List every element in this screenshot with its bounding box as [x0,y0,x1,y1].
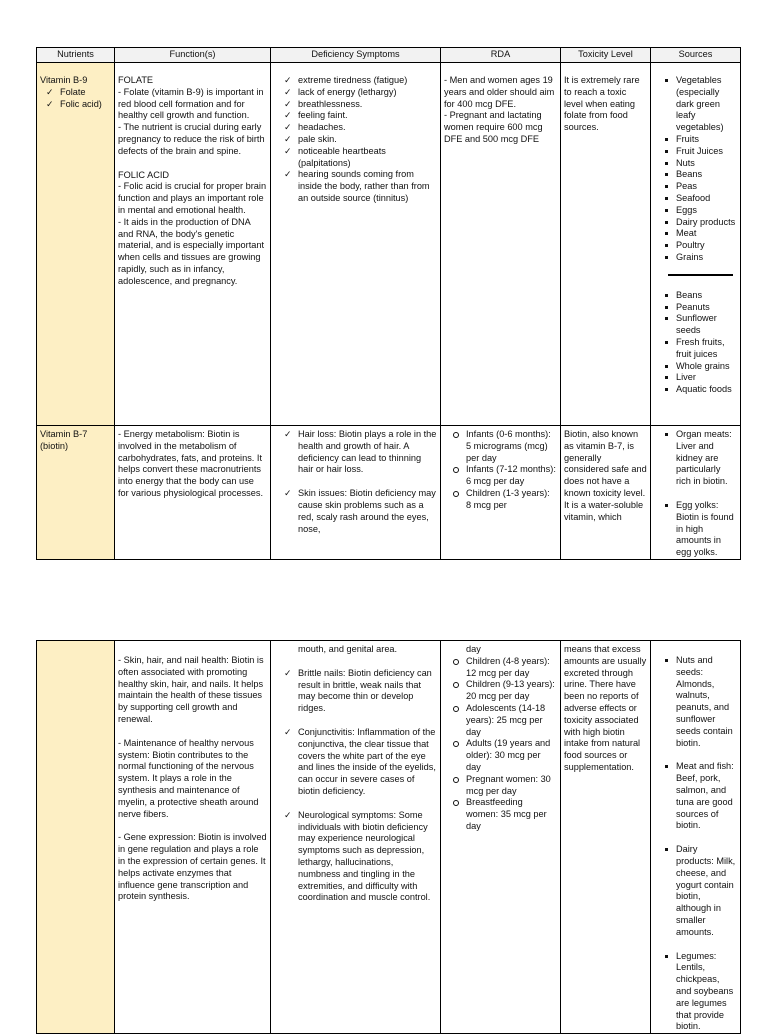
rda-cell-b7 [441,426,561,560]
toxicity-cell-b9 [561,63,651,426]
list-item: ✓ extreme tiredness (fatigue) [284,75,437,87]
paragraph: - Pregnant and lactating women require 600 mcg DFE and 500 mcg DFE [444,110,543,144]
list-item: Children (4-8 years): 12 mcg per day [452,656,557,680]
list-item: Peanuts [662,302,737,314]
header-functions: Function(s) [115,48,271,63]
list-item: Liver [662,372,737,384]
sources-cell-b7-continued [651,641,741,1034]
paragraph: - Maintenance of healthy nervous system: Biotin contributes to the normal functioning of the nervous system. It plays a role in the synthesis and maintenance of myelin, a protective sheath around nerve fibers. [118,737,259,819]
list-item: Children (1-3 years): 8 mcg per [452,488,557,512]
list-item: Pregnant women: 30 mcg per day [452,774,557,798]
function-cell-b9 [115,63,271,426]
table-row-vitamin-b7-continued [37,641,741,1034]
header-sources: Sources [651,48,741,63]
nutrient-cell-b7 [37,426,115,560]
list-item: ✓ headaches. [284,122,437,134]
list-item: Whole grains [662,361,737,373]
list-item: Meat and fish: Beef, pork, salmon, and tuna are good sources of biotin. [662,761,737,832]
list-item: ✓ hearing sounds coming from inside the body, rather than from an outside source (tinnitus) [284,169,437,204]
list-item: Nuts [662,158,737,170]
list-item: Sunflower seeds [662,313,737,337]
sources-cell-b9 [651,63,741,426]
paragraph: Biotin, also known as vitamin B-7, is generally considered safe and does not have a known toxicity level. It is a water-soluble vitamin, which [564,429,647,522]
nutrient-cell-b7-continued [37,641,115,1034]
paragraph: - Folic acid is crucial for proper brain function and plays an important role in mental and emotional health. [118,181,267,215]
toxicity-cell-b7-continued [561,641,651,1034]
rda-cell-b7-continued [441,641,561,1034]
list-item: Fruit Juices [662,146,737,158]
list-item: Dairy products: Milk, cheese, and yogurt contain biotin, although in smaller amounts. [662,844,737,938]
list-item: ✓ Folate [46,87,111,99]
divider [668,274,733,276]
list-item: ✓ feeling faint. [284,110,437,122]
sources-cell-b7 [651,426,741,560]
list-item: ✓ Folic acid) [46,99,111,111]
list-item: ✓ noticeable heartbeats (palpitations) [284,146,437,170]
nutrient-table-page1 [36,47,741,560]
list-item: Aquatic foods [662,384,737,396]
list-item: Beans [662,290,737,302]
list-item: Children (9-13 years): 20 mcg per day [452,679,557,703]
list-item: ✓ Brittle nails: Biotin deficiency can result in brittle, weak nails that may become thin or develop ridges. [284,668,437,715]
list-item: ✓ Neurological symptoms: Some individuals with biotin deficiency may experience neurological symptoms such as depression, lethargy, hallucinations, numbness and tingling in the extremities, and difficulty with coordination and muscle control. [284,810,437,904]
paragraph: - It aids in the production of DNA and RNA, the body's genetic material, and is especially important when cells and tissues are growing rapidly, such as in infancy, adolescence, and pregnancy. [118,216,265,286]
list-item: ✓ Conjunctivitis: Inflammation of the conjunctiva, the clear tissue that covers the white part of the eye and lines the inside of the eyelids, can occur in severe cases of biotin deficiency. [284,727,437,798]
paragraph: FOLATE [118,75,154,85]
paragraph: FOLIC ACID [118,169,170,180]
list-item: Fresh fruits, fruit juices [662,337,737,361]
list-item: Breastfeeding women: 35 mcg per day [452,797,557,832]
list-item: Peas [662,181,737,193]
paragraph: It is extremely rare to reach a toxic level when eating folate from food sources. [564,75,640,133]
paragraph: - Men and women ages 19 years and older should aim for 400 mcg DFE. [444,75,555,109]
paragraph: - Energy metabolism: Biotin is involved in the metabolism of carbohydrates, fats, and proteins. It helps convert these macronutrients into energy that the body can use for various physiological processes. [118,429,264,498]
list-item: Adults (19 years and older): 30 mcg per day [452,738,557,773]
paragraph: - Skin, hair, and nail health: Biotin is often associated with promoting healthy skin, hair, and nails. It helps maintain the health of these tissues by supporting cell growth and renewal. [118,655,264,724]
symptoms-cell-b7-continued [271,641,441,1034]
list-item: Infants (0-6 months): 5 micrograms (mcg) per day [452,429,557,464]
list-item: Infants (7-12 months): 6 mcg per day [452,464,557,488]
list-item: ✓ breathlessness. [284,99,437,111]
paragraph: - Folate (vitamin B-9) is important in red blood cell formation and for healthy cell growth and function. [118,86,264,121]
header-nutrients: Nutrients [37,48,115,63]
paragraph: - Gene expression: Biotin is involved in gene regulation and plays a role in the expression of certain genes. It helps activate enzymes that influence gene transcription and protein synthesis. [118,832,267,902]
nutrient-name: Vitamin B-9 [40,75,88,85]
paragraph: means that excess amounts are usually excreted through urine. There have been no reports of adverse effects or toxicity associated with high biotin intake from natural food sources or supplementation. [564,644,647,772]
table-row-vitamin-b9 [37,63,741,426]
list-item: ✓ pale skin. [284,134,437,146]
header-toxicity-level: Toxicity Level [561,48,651,63]
list-item: Dairy products [662,217,737,229]
list-item: Nuts and seeds: Almonds, walnuts, peanuts, and sunflower seeds contain biotin. [662,655,737,749]
function-cell-b7-continued [115,641,271,1034]
list-item: Grains [662,252,737,264]
list-item: Egg yolks: Biotin is found in high amounts in egg yolks. [662,500,737,559]
list-item: Beans [662,169,737,181]
list-item: Seafood [662,193,737,205]
list-item: Adolescents (14-18 years): 25 mcg per day [452,703,557,738]
list-item: ✓ lack of energy (lethargy) [284,87,437,99]
list-item: Fruits [662,134,737,146]
table-row-vitamin-b7 [37,426,741,560]
list-item: Vegetables (especially dark green leafy vegetables) [662,75,737,134]
rda-cell-b9 [441,63,561,426]
list-item: Meat [662,228,737,240]
list-item: Eggs [662,205,737,217]
header-deficiency-symptoms: Deficiency Symptoms [271,48,441,63]
list-item: Organ meats: Liver and kidney are particularly rich in biotin. [662,429,737,488]
list-item: Poultry [662,240,737,252]
list-item: ✓ Hair loss: Biotin plays a role in the health and growth of hair. A deficiency can lead to thinning hair or hair loss. [284,429,437,476]
symptoms-cell-b9 [271,63,441,426]
nutrient-name: Vitamin B-7 (biotin) [40,429,88,451]
list-item: ✓ Skin issues: Biotin deficiency may cause skin problems such as a red, scaly rash around the eyes, nose, [284,488,437,535]
function-cell-b7 [115,426,271,560]
nutrient-cell-b9 [37,63,115,426]
symptoms-cell-b7 [271,426,441,560]
toxicity-cell-b7 [561,426,651,560]
paragraph: day [466,644,481,654]
nutrient-table-page2 [36,640,741,1034]
paragraph: mouth, and genital area. [298,644,398,654]
paragraph: - The nutrient is crucial during early pregnancy to reduce the risk of birth defects of the brain and spine. [118,122,265,156]
header-rda: RDA [441,48,561,63]
list-item: Legumes: Lentils, chickpeas, and soybeans are legumes that provide biotin. [662,951,737,1034]
table-header-row [37,48,741,63]
